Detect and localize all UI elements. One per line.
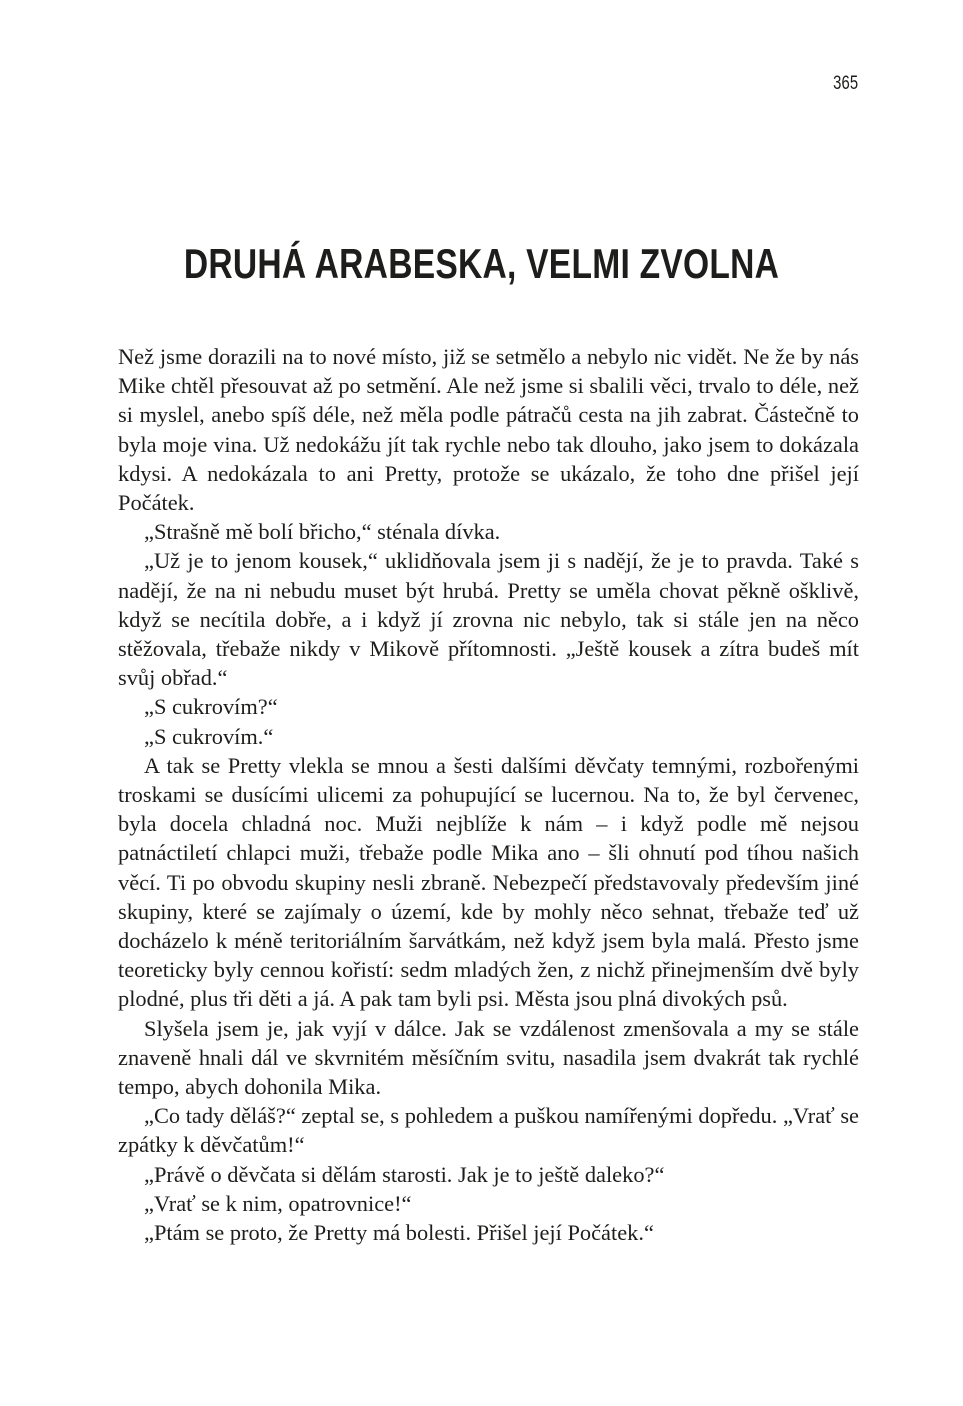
paragraph: A tak se Pretty vlekla se mnou a šesti dalšími děvčaty temnými, rozbořenými troskami se dusícími ulicemi za pohupující se lucernou. Na to, že byl červenec, byla docela chladná noc. Muži nejblíže k nám – i když podle mě nejsou patnáctiletí chlapci muži, třebaže podle Mika ano – šli ohnutí pod tíhou našich věcí. Ti po obvodu skupiny nesli zbraně. Nebezpečí představovaly především jiné skupiny, které se zajímaly o území, kde by mohly něco sehnat, třebaže teď už docházelo k méně teritoriálním šarvátkám, než když jsem byla malá. Přesto jsme teoreticky byly cennou kořistí: sedm mladých žen, z nichž přinejmenším dvě byly plodné, plus tři děti a já. A pak tam byli psi. Města jsou plná divokých psů. — [118, 752, 859, 1012]
paragraph: „Co tady děláš?“ zeptal se, s pohledem a puškou namířenými dopředu. „Vrať se zpátky k děvčatům!“ — [118, 1103, 859, 1158]
paragraph: „Strašně mě bolí břicho,“ sténala dívka. — [144, 519, 501, 545]
chapter-title: DRUHÁ ARABESKA, VELMI ZVOLNA — [183, 240, 780, 287]
paragraph: „S cukrovím.“ — [144, 723, 274, 749]
paragraph: „Už je to jenom kousek,“ uklidňovala jsem ji s nadějí, že je to pravda. Také s nadějí, že na ni nebudu muset být hrubá. Pretty se uměla chovat pěkně ošklivě, když se necítila dobře, a i když jí zrovna nic nebylo, tak si stále jen na něco stěžovala, třebaže nikdy v Mikově přítomnosti. „Ještě kousek a zítra budeš mít svůj obřad.“ — [118, 548, 859, 691]
paragraph: Než jsme dorazili na to nové místo, již se setmělo a nebylo nic vidět. Ne že by nás Mike chtěl přesouvat až po setmění. Ale než jsme si sbalili věci, trvalo to déle, než si myslel, anebo spíš déle, než měla podle pátračů cesta na jih zabrat. Částečně to byla moje vina. Už nedokážu jít tak rychle nebo tak dlouho, jako jsem to dokázala kdysi. A nedokázala to ani Pretty, protože se ukázalo, že toho dne přišel její Počátek. — [118, 344, 859, 516]
paragraph: „Ptám se proto, že Pretty má bolesti. Přišel její Počátek.“ — [144, 1220, 654, 1246]
page-number: 365 — [832, 73, 858, 94]
paragraph: Slyšela jsem je, jak vyjí v dálce. Jak se vzdálenost zmenšovala a my se stále znaveně hnali dál ve skvrnitém měsíčním svitu, nasadila jsem dvakrát tak rychlé tempo, abych dohonila Mika. — [118, 1015, 859, 1100]
text-body — [118, 342, 859, 1247]
paragraph: „Právě o děvčata si dělám starosti. Jak je to ještě daleko?“ — [144, 1161, 665, 1187]
paragraph: „Vrať se k nim, opatrovnice!“ — [144, 1190, 412, 1216]
paragraph: „S cukrovím?“ — [144, 694, 278, 720]
